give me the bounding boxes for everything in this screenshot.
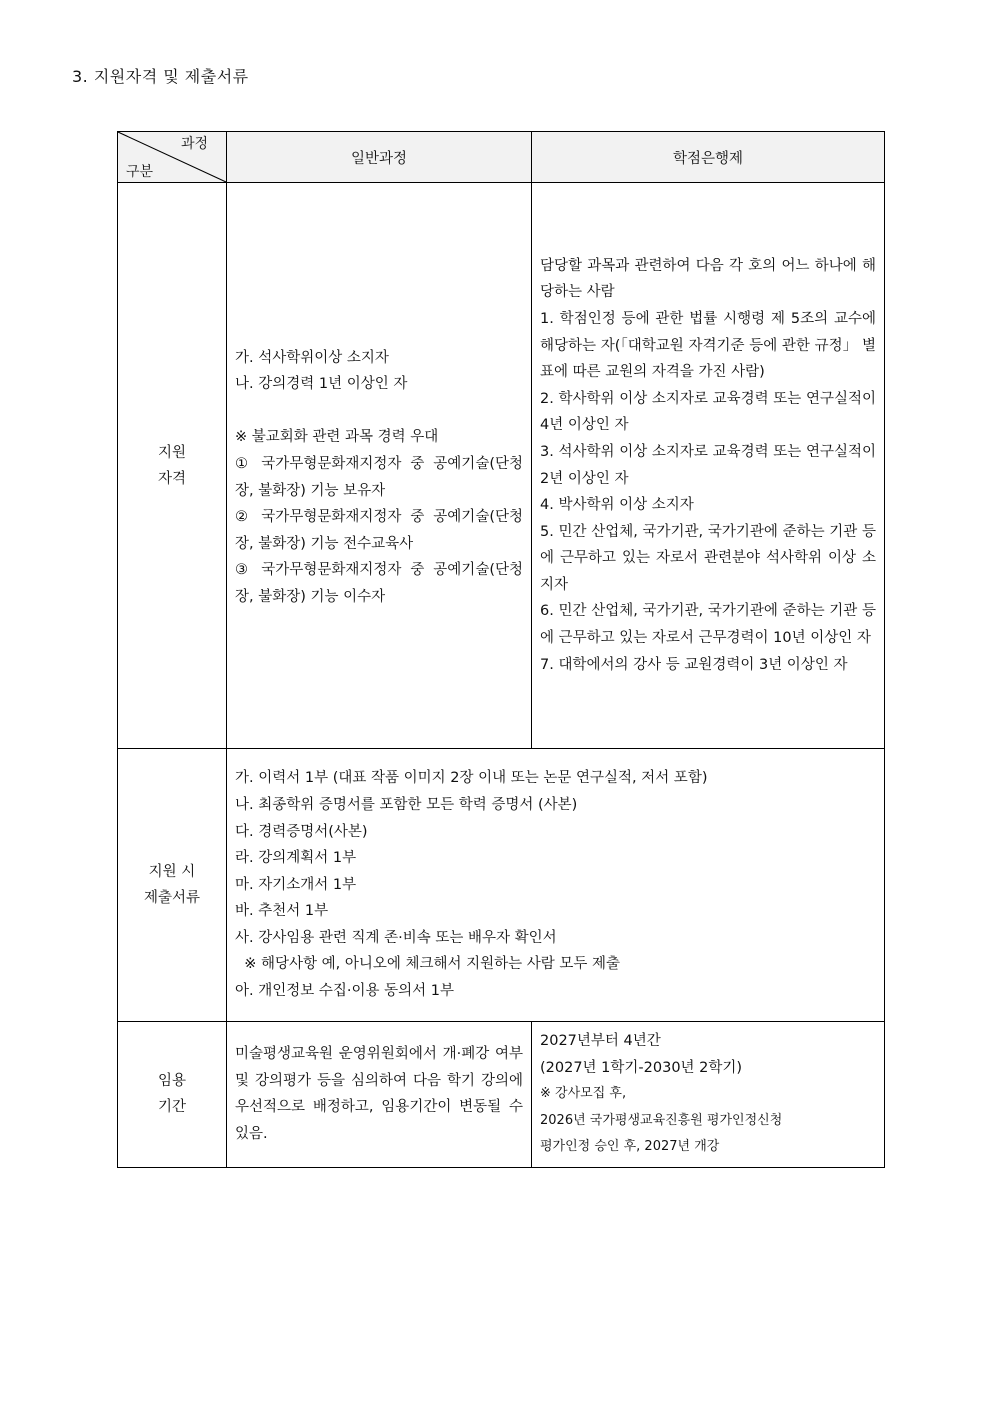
list-item: 7. 대학에서의 강사 등 교원경력이 3년 이상인 자: [540, 656, 848, 673]
documents-cell: [227, 749, 885, 1022]
list-item: 4. 박사학위 이상 소지자: [540, 497, 694, 514]
credit-term-cell: [532, 1022, 885, 1168]
list-item: 3. 석사학위 이상 소지자로 교육경력 또는 연구실적이 2년 이상인 자: [540, 443, 876, 487]
row-qualification: [118, 183, 885, 749]
row-label-line: 제출서류: [143, 890, 201, 906]
row-term: [118, 1022, 885, 1168]
term-line: 2026년 국가평생교육진흥원 평가인정신청: [540, 1112, 783, 1128]
row-documents: [118, 749, 885, 1022]
list-item: ② 국가무형문화재지정자 중 공예기술(단청장, 불화장) 기능 전수교육사: [235, 509, 523, 552]
corner-label-course: 과정: [180, 136, 208, 152]
section-title: 3. 지원자격 및 제출서류: [72, 67, 249, 86]
list-item: 나. 최종학위 증명서를 포함한 모든 학력 증명서 (사본): [235, 796, 578, 813]
list-item: 바. 추천서 1부: [235, 903, 329, 920]
row-label-line: 지원 시: [148, 864, 196, 880]
list-item: 사. 강사임용 관련 직계 존·비속 또는 배우자 확인서: [235, 929, 557, 946]
list-item: 가. 이력서 1부 (대표 작품 이미지 2장 이내 또는 논문 연구실적, 저서 포함): [235, 770, 708, 787]
row-label-line: 임용: [157, 1073, 186, 1090]
column-header-credit: 학점은행제: [532, 132, 885, 183]
row-label-line: 기간: [157, 1099, 186, 1116]
corner-label-category: 구분: [126, 164, 154, 180]
list-item: 6. 민간 산업체, 국가기관, 국가기관에 준하는 기관 등에 근무하고 있는 자로서 근무경력이 10년 이상인 자: [540, 603, 876, 647]
term-line: 평가인정 승인 후, 2027년 개강: [540, 1139, 720, 1155]
preference-note: ※ 불교회화 관련 과목 경력 우대: [235, 429, 439, 446]
list-item: ③ 국가무형문화재지정자 중 공예기술(단청장, 불화장) 기능 이수자: [235, 562, 523, 605]
row-label-line: 지원: [157, 444, 186, 461]
list-item: 가. 석사학위이상 소지자: [235, 349, 389, 366]
spacer: [235, 398, 523, 425]
general-qualification-cell: [227, 183, 532, 749]
row-label-line: 자격: [157, 470, 186, 487]
list-item: 1. 학점인정 등에 관한 법률 시행령 제 5조의 교수에 해당하는 자(「대학교원 자격기준 등에 관한 규정」 별표에 따른 교원의 자격을 가진 사람): [540, 310, 876, 381]
list-item: 나. 강의경력 1년 이상인 자: [235, 376, 408, 393]
credit-qualification-cell: [532, 183, 885, 749]
row-label-term: [118, 1022, 227, 1168]
list-item: 다. 경력증명서(사본): [235, 823, 368, 840]
list-item: 마. 자기소개서 1부: [235, 876, 357, 893]
list-item: 라. 강의계획서 1부: [235, 850, 357, 867]
row-label-qualification: [118, 183, 227, 749]
corner-header-cell: [118, 132, 227, 183]
list-item: ※ 해당사항 예, 아니오에 체크해서 지원하는 사람 모두 제출: [235, 956, 621, 973]
term-line: 2027년부터 4년간: [540, 1033, 661, 1049]
list-item: 담당할 과목과 관련하여 다음 각 호의 어느 하나에 해당하는 사람: [540, 257, 876, 301]
table-header-row: [118, 132, 885, 183]
qualification-table: [117, 131, 885, 1168]
term-line: ※ 강사모집 후,: [540, 1086, 627, 1102]
list-item: 아. 개인정보 수집·이용 동의서 1부: [235, 983, 454, 1000]
list-item: 5. 민간 산업체, 국가기관, 국가기관에 준하는 기관 등에 근무하고 있는 자로서 관련분야 석사학위 이상 소지자: [540, 523, 876, 593]
column-header-general: 일반과정: [227, 132, 532, 183]
row-label-documents: [118, 749, 227, 1022]
term-line: (2027년 1학기-2030년 2학기): [540, 1059, 743, 1076]
general-term-cell: 미술평생교육원 운영위원회에서 개·폐강 여부 및 강의평가 등을 심의하여 다음 학기 강의에 우선적으로 배정하고, 임용기간이 변동될 수 있음.: [227, 1022, 532, 1168]
list-item: ① 국가무형문화재지정자 중 공예기술(단청장, 불화장) 기능 보유자: [235, 455, 523, 499]
list-item: 2. 학사학위 이상 소지자로 교육경력 또는 연구실적이 4년 이상인 자: [540, 390, 876, 434]
